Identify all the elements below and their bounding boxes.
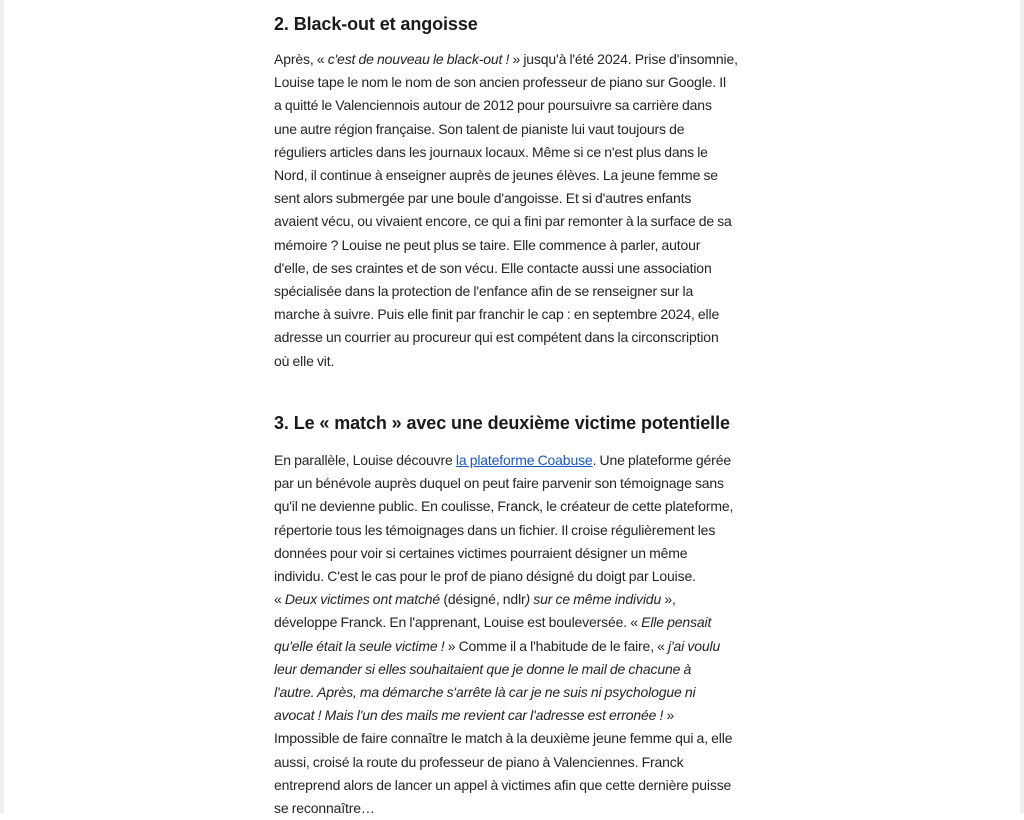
body-text: une autre région française. Son talent de pianiste lui vaut toujours de bbox=[274, 120, 685, 137]
body-text: a quitté le Valenciennois autour de 2012 pour poursuivre sa carrière dans bbox=[274, 97, 712, 114]
text-line bbox=[274, 164, 774, 187]
body-text: sent alors submergée par une boule d'angoisse. Et si d'autres enfants bbox=[274, 190, 692, 207]
text-line bbox=[274, 565, 774, 588]
text-line bbox=[274, 187, 774, 210]
coabuse-platform-link[interactable]: la plateforme Coabuse bbox=[455, 452, 593, 468]
body-text: avaient vécu, ou vivaient encore, ce qui a fini par remonter à la surface de sa bbox=[274, 213, 732, 230]
quote-text: qu'elle était la seule victime ! bbox=[274, 637, 445, 654]
text-line bbox=[274, 519, 774, 542]
quote-text: avocat ! Mais l'un des mails me revient car l'adresse est erronée ! bbox=[274, 707, 664, 724]
quote-text: ) sur ce même individu bbox=[525, 591, 662, 608]
text-line bbox=[274, 449, 774, 472]
text-line bbox=[274, 774, 774, 797]
text-line bbox=[274, 303, 774, 326]
body-text: . Une plateforme gérée bbox=[592, 452, 731, 468]
body-text: » bbox=[663, 707, 675, 724]
body-text: qu'il ne devienne public. En coulisse, Franck, le créateur de cette plateforme, bbox=[274, 498, 734, 515]
body-text: par un bénévole auprès duquel on peut faire parvenir son témoignage sans bbox=[274, 475, 724, 492]
section-heading-match: 3. Le « match » avec une deuxième victime potentielle bbox=[274, 413, 730, 433]
body-text: », bbox=[661, 591, 676, 608]
body-text: adresse un courrier au procureur qui est compétent dans la circonscription bbox=[274, 329, 719, 346]
body-text: » Comme il a l'habitude de le faire, « bbox=[444, 637, 669, 654]
text-line bbox=[274, 71, 774, 94]
text-line bbox=[274, 658, 774, 681]
text-line bbox=[274, 495, 774, 518]
quote-text: leur demander si elles souhaitaient que je donne le mail de chacune à bbox=[274, 660, 692, 677]
text-line bbox=[274, 280, 774, 303]
body-text: » jusqu'à l'été 2024. Prise d'insomnie, bbox=[509, 51, 738, 67]
text-line bbox=[274, 257, 774, 280]
body-text: (désigné, ndlr bbox=[440, 591, 526, 608]
text-line bbox=[274, 118, 774, 141]
text-line bbox=[274, 94, 774, 117]
section-heading-black-out: 2. Black-out et angoisse bbox=[274, 14, 478, 34]
text-line bbox=[274, 704, 774, 727]
text-line bbox=[274, 681, 774, 704]
body-text: Nord, il continue à enseigner auprès de jeunes élèves. La jeune femme se bbox=[274, 167, 718, 184]
quote-text: j'ai voulu bbox=[668, 637, 721, 654]
body-text: réguliers articles dans les journaux locaux. Même si ce n'est plus dans le bbox=[274, 143, 708, 160]
text-line bbox=[274, 635, 774, 658]
body-text: Louise tape le nom le nom de son ancien professeur de piano sur Google. Il bbox=[274, 74, 726, 91]
text-line bbox=[274, 350, 774, 373]
body-text: se reconnaître… bbox=[274, 800, 375, 817]
quote-text: Deux victimes ont matché bbox=[284, 591, 441, 608]
text-line bbox=[274, 542, 774, 565]
body-text: où elle vit. bbox=[274, 352, 335, 369]
text-line bbox=[274, 588, 774, 611]
body-text: aussi, croisé la route du professeur de piano à Valenciennes. Franck bbox=[274, 753, 684, 770]
body-text: données pour voir si certaines victimes pourraient désigner un même bbox=[274, 544, 688, 561]
section-paragraph-black-out bbox=[274, 48, 774, 373]
body-text: « bbox=[274, 591, 285, 608]
body-text: Impossible de faire connaître le match à la deuxième jeune femme qui a, elle bbox=[274, 730, 733, 747]
body-text: développe Franck. En l'apprenant, Louise est bouleversée. « bbox=[274, 614, 642, 631]
text-line bbox=[274, 797, 774, 820]
text-line bbox=[274, 472, 774, 495]
body-text: marche à suivre. Puis elle finit par franchir le cap : en septembre 2024, elle bbox=[274, 306, 720, 323]
text-line bbox=[274, 751, 774, 774]
body-text: répertorie tous les témoignages dans un fichier. Il croise régulièrement les bbox=[274, 521, 716, 538]
text-line bbox=[274, 611, 774, 634]
text-line bbox=[274, 141, 774, 164]
body-text: En parallèle, Louise découvre bbox=[274, 452, 456, 468]
body-text: individu. C'est le cas pour le prof de piano désigné du doigt par Louise. bbox=[274, 568, 696, 585]
body-text: entreprend alors de lancer un appel à victimes afin que cette dernière puisse bbox=[274, 776, 732, 793]
text-line bbox=[274, 326, 774, 349]
body-text: Après, « bbox=[274, 51, 328, 67]
section-paragraph-match bbox=[274, 449, 774, 820]
text-line bbox=[274, 48, 774, 71]
text-line bbox=[274, 234, 774, 257]
quote-text: Elle pensait bbox=[641, 614, 712, 631]
body-text: mémoire ? Louise ne peut plus se taire. Elle commence à parler, autour bbox=[274, 236, 701, 253]
quote-text: c'est de nouveau le black-out ! bbox=[327, 51, 510, 67]
body-text: d'elle, de ses craintes et de son vécu. Elle contacte aussi une association bbox=[274, 259, 712, 276]
text-line bbox=[274, 210, 774, 233]
quote-text: l'autre. Après, ma démarche s'arrête là car je ne suis ni psychologue ni bbox=[274, 684, 696, 701]
body-text: spécialisée dans la protection de l'enfance afin de se renseigner sur la bbox=[274, 283, 694, 300]
text-line bbox=[274, 727, 774, 750]
